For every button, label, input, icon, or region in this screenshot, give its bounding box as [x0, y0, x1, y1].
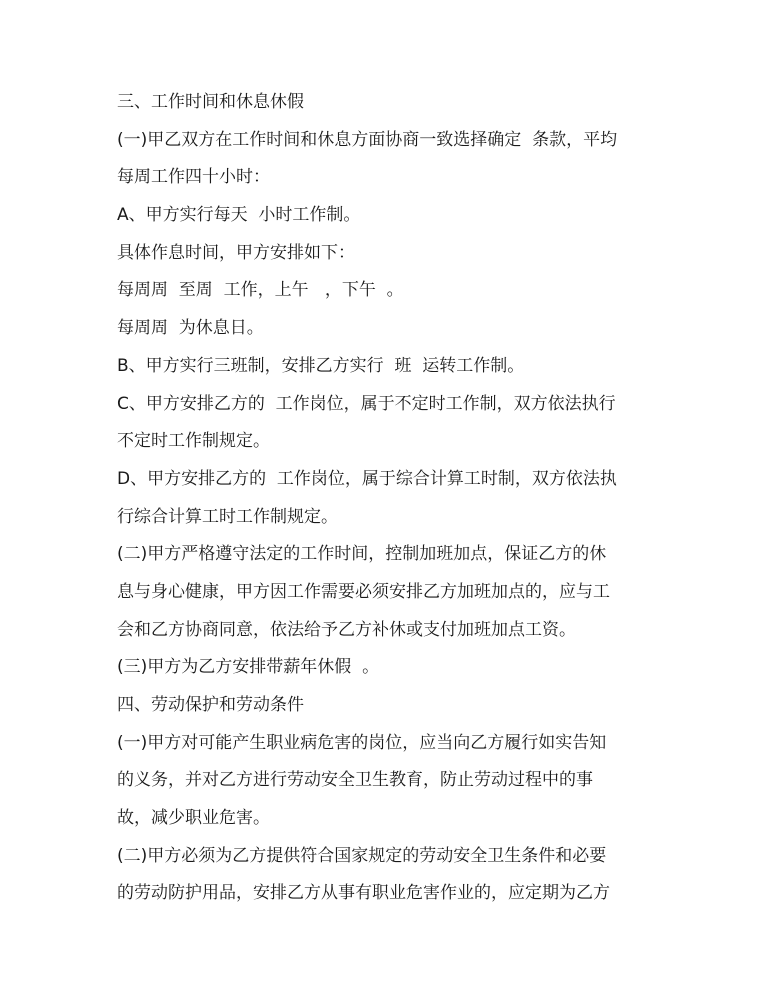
paragraph-line: 故，减少职业危害。: [117, 808, 270, 829]
paragraph-line: 具体作息时间，甲方安排如下：: [117, 242, 355, 263]
section-heading-work-hours: 三、工作时间和休息休假: [117, 92, 304, 112]
paragraph-line: 的劳动防护用品，安排乙方从事有职业危害作业的，应定期为乙方: [117, 883, 610, 904]
paragraph-line: D、甲方安排乙方的 工作岗位，属于综合计算工时制，双方依法执: [117, 468, 617, 489]
paragraph-line: (二)甲方必须为乙方提供符合国家规定的劳动安全卫生条件和必要: [117, 845, 607, 866]
paragraph-line: 行综合计算工时工作制规定。: [117, 506, 338, 527]
paragraph-line: B、甲方实行三班制，安排乙方实行 班 运转工作制。: [117, 355, 525, 376]
paragraph-line: 息与身心健康，甲方因工作需要必须安排乙方加班加点的，应与工: [117, 581, 610, 602]
paragraph-line: A、甲方实行每天 小时工作制。: [117, 205, 361, 226]
paragraph-line: (二)甲方严格遵守法定的工作时间，控制加班加点，保证乙方的休: [117, 544, 607, 565]
paragraph-line: 每周周 至周 工作，上午 ，下午 。: [117, 280, 404, 301]
paragraph-line: (一)甲乙双方在工作时间和休息方面协商一致选择确定 条款，平均: [117, 129, 618, 150]
paragraph-line: 每周工作四十小时：: [117, 167, 270, 188]
paragraph-line: (一)甲方对可能产生职业病危害的岗位，应当向乙方履行如实告知: [117, 732, 607, 753]
paragraph-line: C、甲方安排乙方的 工作岗位，属于不定时工作制，双方依法执行: [117, 393, 616, 414]
paragraph-line: 会和乙方协商同意，依法给予乙方补休或支付加班加点工资。: [117, 619, 576, 640]
section-heading-labor-protection: 四、劳动保护和劳动条件: [117, 695, 304, 715]
paragraph-line: 每周周 为休息日。: [117, 318, 264, 339]
paragraph-line: 的义务，并对乙方进行劳动安全卫生教育，防止劳动过程中的事: [117, 770, 593, 791]
paragraph-line: 不定时工作制规定。: [117, 431, 270, 452]
document-body: [117, 88, 657, 917]
paragraph-line: (三)甲方为乙方安排带薪年休假 。: [117, 657, 380, 678]
